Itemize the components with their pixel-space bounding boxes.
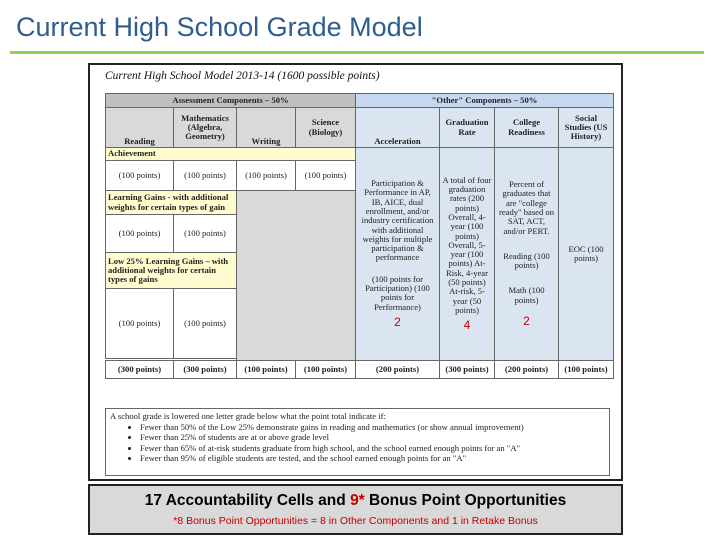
achievement-math-points: (100 points) — [174, 161, 237, 191]
document-title: Current High School Model 2013-14 (1600 possible points) — [105, 70, 380, 82]
banner-bonus-count: 9* — [350, 492, 365, 509]
total-writing: (100 points) — [237, 361, 296, 379]
achievement-reading-points: (100 points) — [106, 161, 174, 191]
assessment-header: Assessment Components – 50% — [106, 94, 356, 108]
note-item: • Fewer than 25% of students are at or above grade level — [140, 432, 605, 442]
row-learning-gains-label: Learning Gains - with additional weights for certain types of gain — [106, 191, 237, 215]
graduation-bonus-count: 4 — [463, 318, 471, 333]
college-cell — [495, 148, 559, 361]
slide-title: Current High School Grade Model — [16, 12, 423, 42]
banner-text-post: Bonus Point Opportunities — [364, 492, 567, 509]
other-header: "Other" Components – 50% — [356, 94, 614, 108]
col-science: Science (Biology) — [296, 108, 356, 148]
graduation-cell — [440, 148, 495, 361]
college-reading: Reading (100 points) — [503, 250, 550, 271]
achievement-writing-points: (100 points) — [237, 161, 296, 191]
notes-list — [110, 422, 605, 463]
banner-text-pre: 17 Accountability Cells and — [144, 492, 351, 509]
total-social: (100 points) — [559, 361, 614, 379]
title-divider — [10, 51, 704, 54]
grade-model-document — [88, 63, 623, 481]
col-social: Social Studies (US History) — [559, 108, 614, 148]
row-achievement-label: Achievement — [106, 148, 356, 161]
col-graduation: Graduation Rate — [440, 108, 495, 148]
summary-banner — [88, 484, 623, 535]
col-acceleration: Acceleration — [356, 108, 440, 148]
achievement-science-points: (100 points) — [296, 161, 356, 191]
graduation-description: A total of four graduation rates (200 points) Overall, 4-year (100 points) Overall, 5-year (100 points) At-Risk, 4-year (50 points) At-risk, 5-year (50 points) — [442, 174, 492, 315]
total-acceleration: (200 points) — [356, 361, 440, 379]
low25-reading-points: (100 points) — [106, 289, 174, 359]
college-math: Math (100 points) — [508, 285, 545, 305]
gains-math-points: (100 points) — [174, 215, 237, 253]
grade-lowering-notes — [105, 408, 610, 476]
grade-model-table — [105, 93, 614, 379]
acceleration-description: Participation & Performance in AP, IB, AICE, dual enrollment, and/or industry certification with additional weights for multiple participation & performance — [361, 178, 434, 263]
acceleration-points: (100 points for Participation) (100 points for Performance) — [365, 273, 430, 312]
note-item: • Fewer than 95% of eligible students are tested, and the school earned enough points for an "A" — [140, 453, 605, 463]
row-low25-label: Low 25% Learning Gains – with additional weights for certain types of gains — [106, 253, 237, 289]
college-bonus-count: 2 — [523, 313, 530, 328]
total-college: (200 points) — [495, 361, 559, 379]
note-item: • Fewer than 65% of at-risk students graduate from high school, and the school earned enough points for an "A" — [140, 443, 605, 453]
total-graduation: (300 points) — [440, 361, 495, 379]
total-reading: (300 points) — [106, 361, 174, 379]
acceleration-cell — [356, 148, 440, 361]
gains-reading-points: (100 points) — [106, 215, 174, 253]
col-math: Mathematics (Algebra, Geometry) — [174, 108, 237, 148]
social-studies-cell: EOC (100 points) — [559, 148, 614, 361]
total-science: (100 points) — [296, 361, 356, 379]
notes-intro: A school grade is lowered one letter grade below what the point total indicate if: — [110, 411, 386, 421]
col-reading: Reading — [106, 108, 174, 148]
total-math: (300 points) — [174, 361, 237, 379]
col-college: College Readiness — [495, 108, 559, 148]
col-writing: Writing — [237, 108, 296, 148]
banner-headline — [90, 492, 621, 510]
empty-grey-block — [237, 191, 356, 361]
acceleration-bonus-count: 2 — [394, 314, 401, 329]
low25-math-points: (100 points) — [174, 289, 237, 359]
note-item: • Fewer than 50% of the Low 25% demonstrate gains in reading and mathematics (or show annual improvement) — [140, 422, 605, 432]
banner-footnote: *8 Bonus Point Opportunities = 8 in Other Components and 1 in Retake Bonus — [173, 515, 538, 527]
college-description: Percent of graduates that are "college ready" based on SAT, ACT, and/or PERT. — [498, 179, 555, 236]
